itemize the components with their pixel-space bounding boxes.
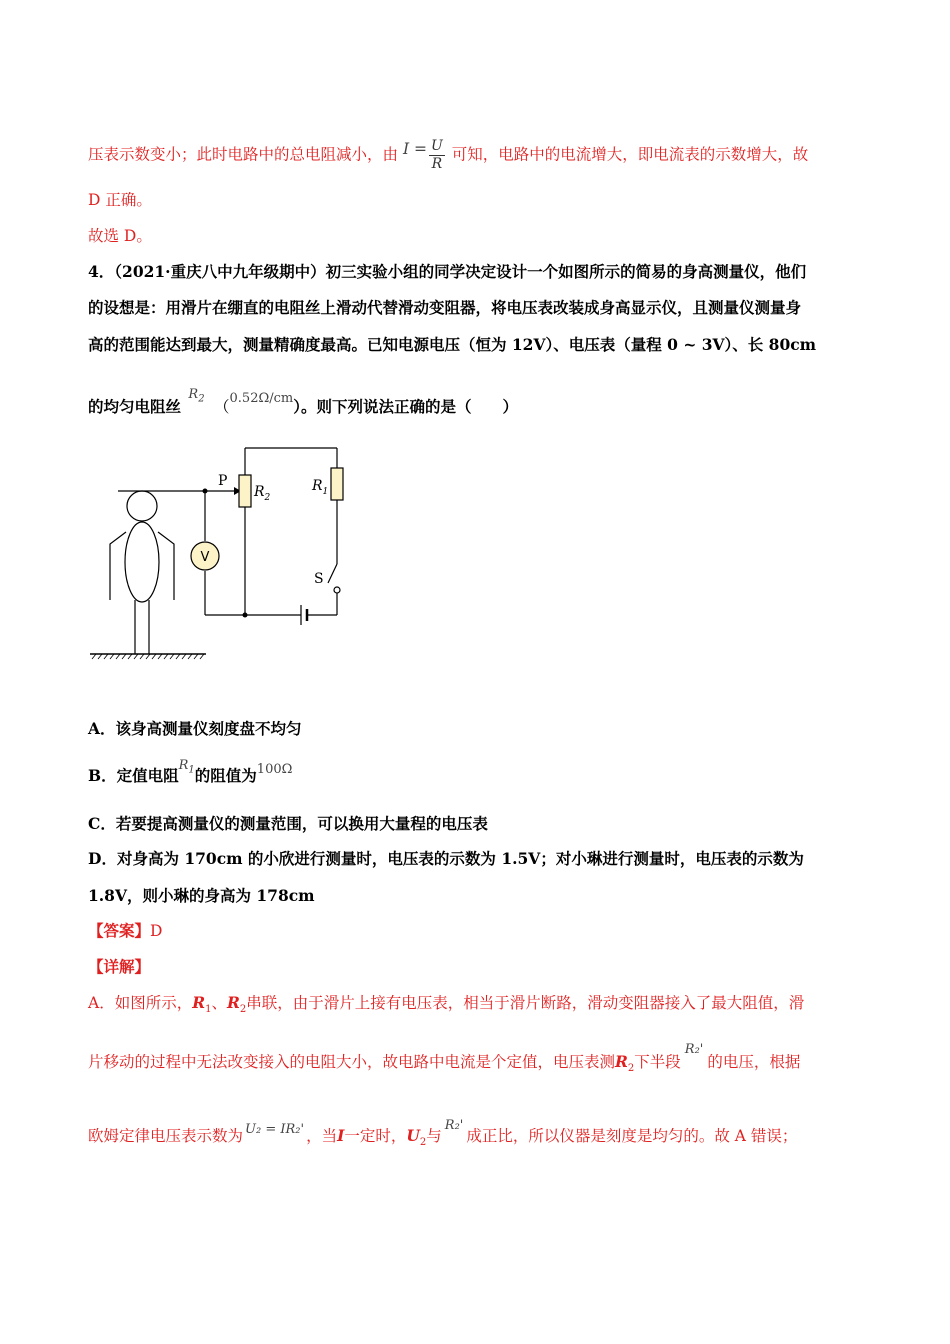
formula-fraction: $\frac{U}{R}$: [431, 138, 443, 172]
voltmeter: [191, 542, 219, 570]
question-number: 4．: [88, 262, 115, 281]
answer-line: [88, 921, 162, 941]
question-text-4a: 的均匀电阻丝: [88, 397, 182, 416]
person-figure: [110, 491, 174, 654]
option-b-value: 100Ω: [256, 762, 293, 777]
question-line4: [88, 387, 518, 424]
battery: [301, 605, 307, 625]
answer-label: 【答案】: [88, 921, 151, 940]
prev-answer-text-b: 可知，电路中的电流增大，即电流表的示数增大，故: [451, 145, 809, 164]
option-a: A．该身高测量仪刻度盘不均匀: [88, 719, 302, 738]
switch-label: S: [314, 571, 324, 587]
option-b-r1: R1: [178, 758, 195, 776]
r2-resistor: [239, 475, 251, 507]
prev-answer-text-a: 压表示数变小；此时电路中的总电阻减小，由: [88, 145, 399, 164]
switch-blade: [328, 564, 337, 583]
option-d-line1: D．对身高为 170cm 的小欣进行测量时，电压表的示数为 1.5V；对小琳进行测量时，电压表的示数为: [88, 849, 804, 868]
r1-resistor: [331, 468, 343, 500]
r2-symbol: R2: [188, 387, 205, 405]
option-c: C．若要提高测量仪的测量范围，可以换用大量程的电压表: [88, 814, 488, 833]
question-line3: 高的范围能达到最大，测量精确度最高。已知电源电压（恒为 12V）、电压表（量程 0 ~ 3V）、长 80cm: [88, 335, 817, 354]
option-d-line2: 1.8V，则小琳的身高为 178cm: [88, 886, 315, 905]
answer-value: D: [150, 922, 163, 940]
question-line2: 的设想是：用滑片在绷直的电阻丝上滑动代替滑动变阻器，将电压表改装成身高显示仪，且测量仪测量身: [88, 298, 802, 317]
question-line1: [88, 262, 806, 282]
switch-contact: [334, 587, 340, 593]
detail-label: 【详解】: [88, 957, 151, 976]
paren-open: （: [214, 398, 230, 416]
r2-prime-math-2: R₂': [444, 1118, 464, 1133]
option-b: [88, 758, 293, 793]
prev-answer-line3: 故选 D。: [88, 227, 152, 245]
option-b-mid: 的阻值为: [194, 766, 257, 785]
ohm-law-math: U₂ = IR₂': [245, 1122, 305, 1137]
r1-label: $R_1$: [312, 478, 329, 497]
explain-a-line1: A．如图所示，$R_1$、$R_2$串联，由于滑片上接有电压表，相当于滑片断路，滑动变阻器接入了最大阻值，滑: [88, 993, 805, 1016]
explain-a-line2: 片移动的过程中无法改变接入的电阻大小，故电路中电流是个定值，电压表测$R_2$下半段$^{R_2'}$的电压，根据: [88, 1042, 801, 1075]
explain-a-line3: 欧姆定律电压表示数为 $^{U_2 = IR_2'}$ ，当I一定时，$U_2$与$^{R_2'}$成正比，所以仪器是刻度是均匀的。故 A 错误；: [88, 1118, 798, 1149]
circuit-diagram: [88, 440, 358, 665]
slider-label-p: P: [218, 473, 228, 489]
formula-lhs: I =: [402, 139, 428, 158]
question-text-1: （2021·重庆八中九年级期中）初三实验小组的同学决定设计一个如图所示的简易的身高测量仪，他们: [114, 262, 807, 281]
prev-answer-line1: [88, 138, 808, 173]
option-b-prefix: B．定值电阻: [88, 766, 179, 785]
question-text-4b: ）。则下列说法正确的是（ ）: [293, 397, 518, 416]
prev-answer-line2: D 正确。: [88, 191, 152, 209]
voltmeter-label: V: [200, 550, 210, 565]
r2-prime-math: R₂': [684, 1042, 704, 1057]
ground: [90, 654, 206, 659]
resistance-per-length: 0.52Ω/cm: [229, 391, 294, 406]
r2-label: $R_2$: [254, 484, 271, 503]
